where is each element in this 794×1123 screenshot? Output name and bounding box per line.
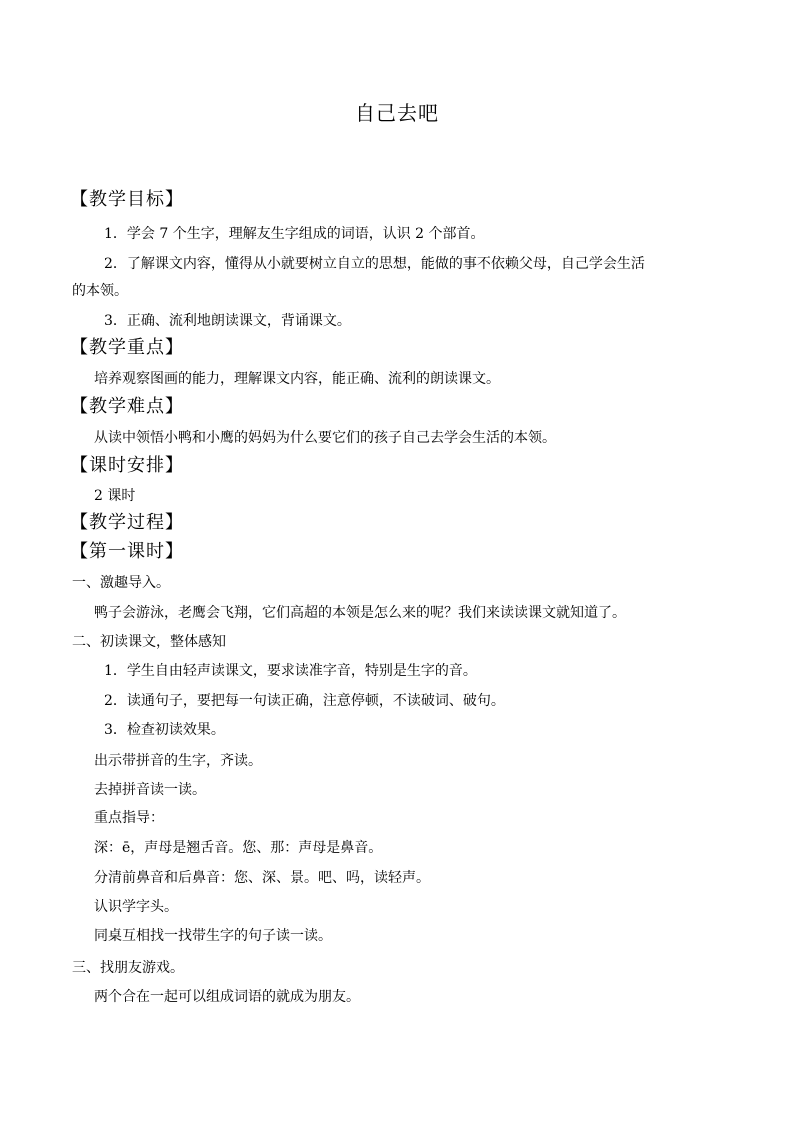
section-header-difficulty: 【教学难点】: [70, 396, 184, 417]
step-2-line-7: 深：ē，声母是翘舌音。您、那：声母是鼻音。: [94, 840, 383, 856]
step-2-line-9: 认识学字头。: [94, 899, 178, 915]
schedule-text: 2 课时: [94, 488, 136, 504]
step-1-line-1: 鸭子会游泳，老鹰会飞翔，它们高超的本领是怎么来的呢？我们来读读课文就知道了。: [94, 605, 626, 621]
step-2-line-6: 重点指导：: [94, 810, 164, 826]
step-2-line-2: 2．读通句子，要把每一句读正确，注意停顿，不读破词、破句。: [104, 693, 505, 709]
focus-text: 培养观察图画的能力，理解课文内容，能正确、流利的朗读课文。: [94, 371, 500, 387]
step-2-line-10: 同桌互相找一找带生字的句子读一读。: [94, 928, 332, 944]
section-header-focus: 【教学重点】: [70, 337, 184, 358]
goal-item-2-continued: 的本领。: [72, 283, 128, 299]
step-2-line-3: 3．检查初读效果。: [104, 722, 225, 738]
goal-item-1: 1．学会 7 个生字，理解友生字组成的词语，认识 2 个部首。: [104, 226, 485, 242]
section-header-schedule: 【课时安排】: [70, 455, 184, 476]
goal-item-2: 2．了解课文内容，懂得从小就要树立自立的思想，能做的事不依赖父母，自己学会生活: [104, 256, 645, 272]
section-header-goals: 【教学目标】: [70, 189, 184, 210]
step-heading-1: 一、激趣导入。: [72, 575, 170, 591]
step-2-line-1: 1．学生自由轻声读课文，要求读准字音，特别是生字的音。: [104, 663, 477, 679]
difficulty-text: 从读中领悟小鸭和小鹰的妈妈为什么要它们的孩子自己去学会生活的本领。: [94, 430, 556, 446]
section-header-lesson1: 【第一课时】: [70, 541, 184, 562]
page-title: 自己去吧: [355, 101, 439, 125]
step-heading-3: 三、找朋友游戏。: [72, 960, 184, 976]
step-3-line-1: 两个合在一起可以组成词语的就成为朋友。: [94, 989, 360, 1005]
section-header-process: 【教学过程】: [70, 512, 184, 533]
goal-item-3: 3．正确、流利地朗读课文，背诵课文。: [104, 313, 351, 329]
step-heading-2: 二、初读课文，整体感知: [72, 634, 226, 650]
step-2-line-8: 分清前鼻音和后鼻音：您、深、景。吧、吗，读轻声。: [94, 870, 430, 886]
step-2-line-4: 出示带拼音的生字，齐读。: [94, 753, 262, 769]
step-2-line-5: 去掉拼音读一读。: [94, 782, 206, 798]
